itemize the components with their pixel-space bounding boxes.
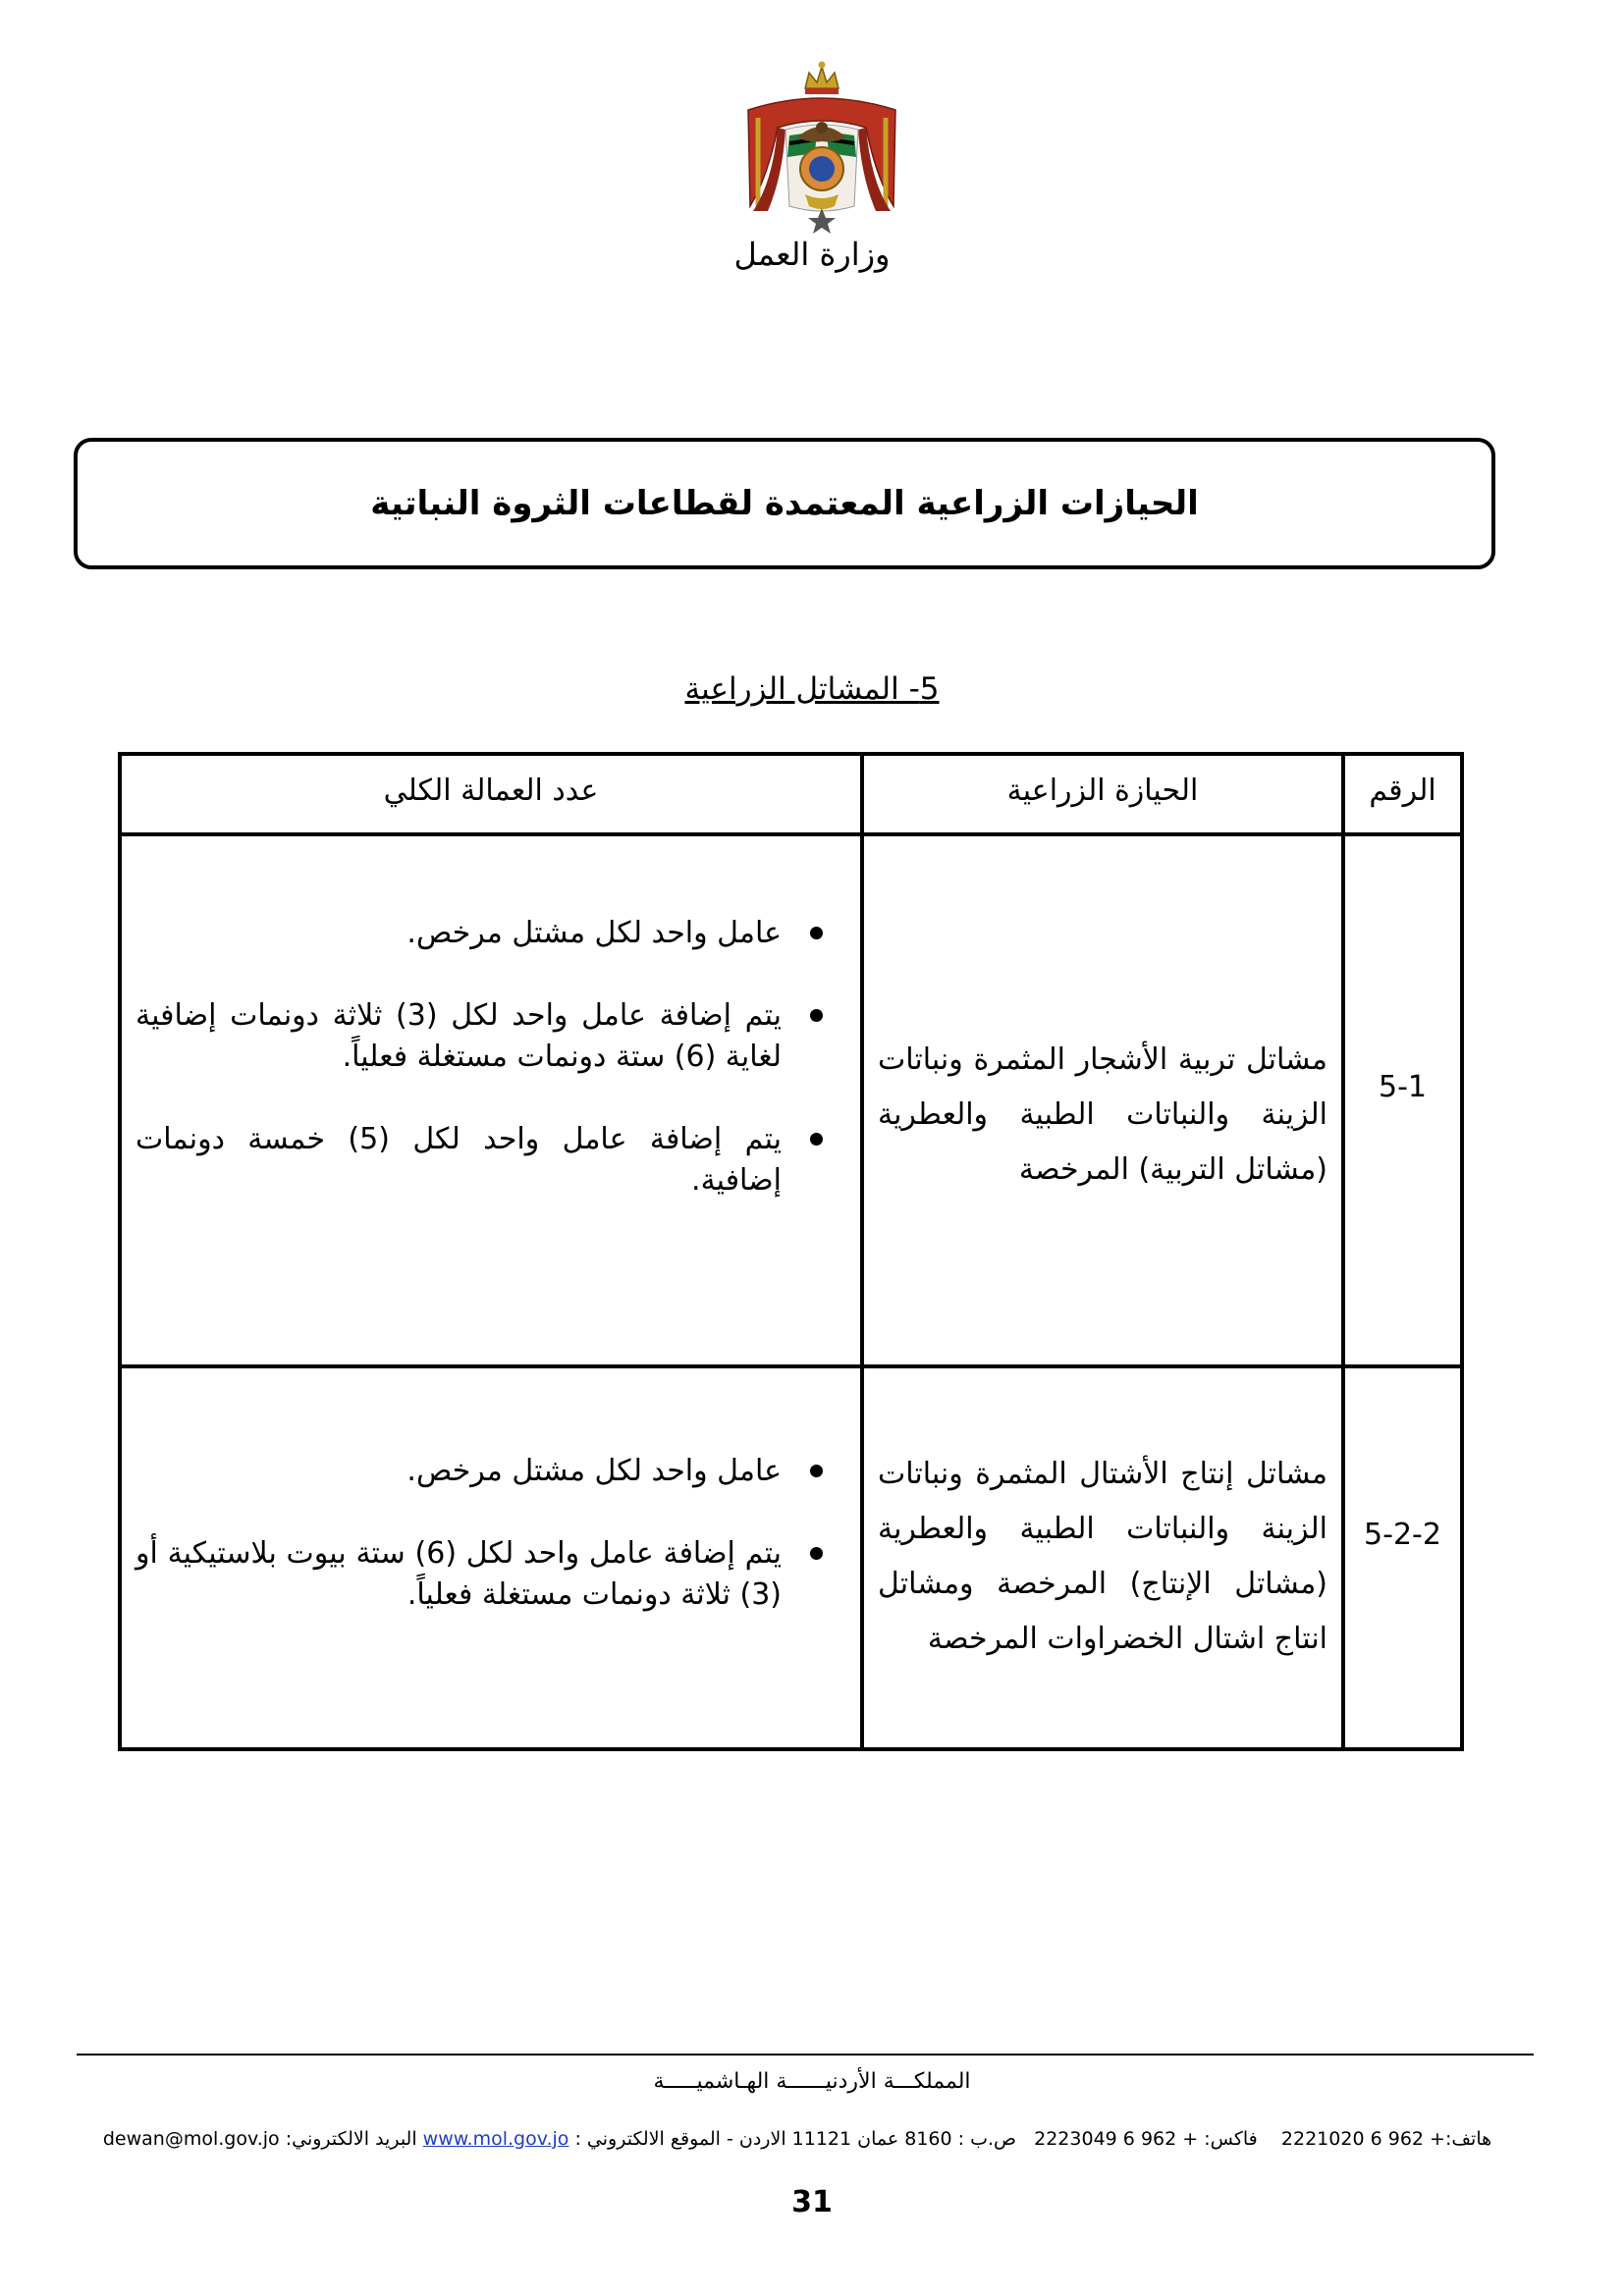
row-2-number: 5-2-2 <box>1364 1518 1441 1552</box>
row-1-number: 5-1 <box>1379 1070 1427 1104</box>
footer-contact <box>93 2128 1501 2150</box>
coat-of-arms-emblem <box>729 59 915 236</box>
page-number: 31 <box>791 2185 833 2219</box>
row-2-bullet-list <box>135 1451 829 1616</box>
footer-phone: هاتف:+ 962 6 2221020 <box>1280 2128 1492 2150</box>
list-item: يتم إضافة عامل واحد لكل (3) ثلاثة دونمات إضافية لغاية (6) ستة دونمات مستغلة فعلياً. <box>135 995 829 1078</box>
bullet-icon <box>810 927 823 939</box>
bullet-icon <box>810 1133 823 1146</box>
list-item: يتم إضافة عامل واحد لكل (6) ستة بيوت بلاستيكية أو (3) ثلاثة دونمات مستغلة فعلياً. <box>135 1533 829 1616</box>
section-heading: 5- المشاتل الزراعية <box>684 671 940 707</box>
bullet-icon <box>810 1547 823 1560</box>
table-row-divider <box>122 1364 1460 1368</box>
header-holding: الحيازة الزراعية <box>1006 774 1199 808</box>
list-item: عامل واحد لكل مشتل مرخص. <box>135 1451 829 1492</box>
footer-divider <box>77 2054 1534 2056</box>
footer-email-label: البريد الالكتروني: <box>285 2128 417 2150</box>
list-item: عامل واحد لكل مشتل مرخص. <box>135 913 829 954</box>
bullet-icon <box>810 1465 823 1477</box>
list-item: يتم إضافة عامل واحد لكل (5) خمسة دونمات إضافية. <box>135 1119 829 1201</box>
header-workers: عدد العمالة الكلي <box>383 774 599 808</box>
ministry-name: وزارة العمل <box>733 236 891 273</box>
footer-country: المملكـــة الأردنيــــــة الهـاشميـــــة <box>653 2069 971 2094</box>
row-1-bullet-list <box>135 913 829 1201</box>
row-2-workers <box>135 1451 829 1657</box>
header-number: الرقم <box>1369 774 1436 808</box>
jordan-coat-of-arms-icon <box>729 59 915 236</box>
footer-website-link[interactable]: www.mol.gov.jo <box>422 2128 569 2150</box>
footer-email: dewan@mol.gov.jo <box>102 2128 280 2150</box>
table-header-divider <box>122 832 1460 836</box>
footer-fax: فاكس: + 962 6 2223049 <box>1034 2128 1258 2150</box>
row-1-holding: مشاتل تربية الأشجار المثمرة ونباتات الزينة والنباتات الطبية والعطرية (مشاتل التربية) المرخصة <box>878 1042 1327 1187</box>
table-column-divider <box>1341 756 1345 1747</box>
holdings-table <box>118 752 1464 1751</box>
row-1-workers <box>135 913 829 1243</box>
footer-website-label: - الموقع الالكتروني : <box>574 2128 733 2150</box>
footer-address: ص.ب : 8160 عمان 11121 الاردن <box>738 2128 1016 2150</box>
bullet-icon <box>810 1009 823 1022</box>
row-2-holding: مشاتل إنتاج الأشتال المثمرة ونباتات الزينة والنباتات الطبية والعطرية (مشاتل الإنتاج) المرخصة ومشاتل انتاج اشتال الخضراوات المرخصة <box>878 1457 1327 1656</box>
document-title: الحيازات الزراعية المعتمدة لقطاعات الثروة النباتية <box>74 438 1495 569</box>
